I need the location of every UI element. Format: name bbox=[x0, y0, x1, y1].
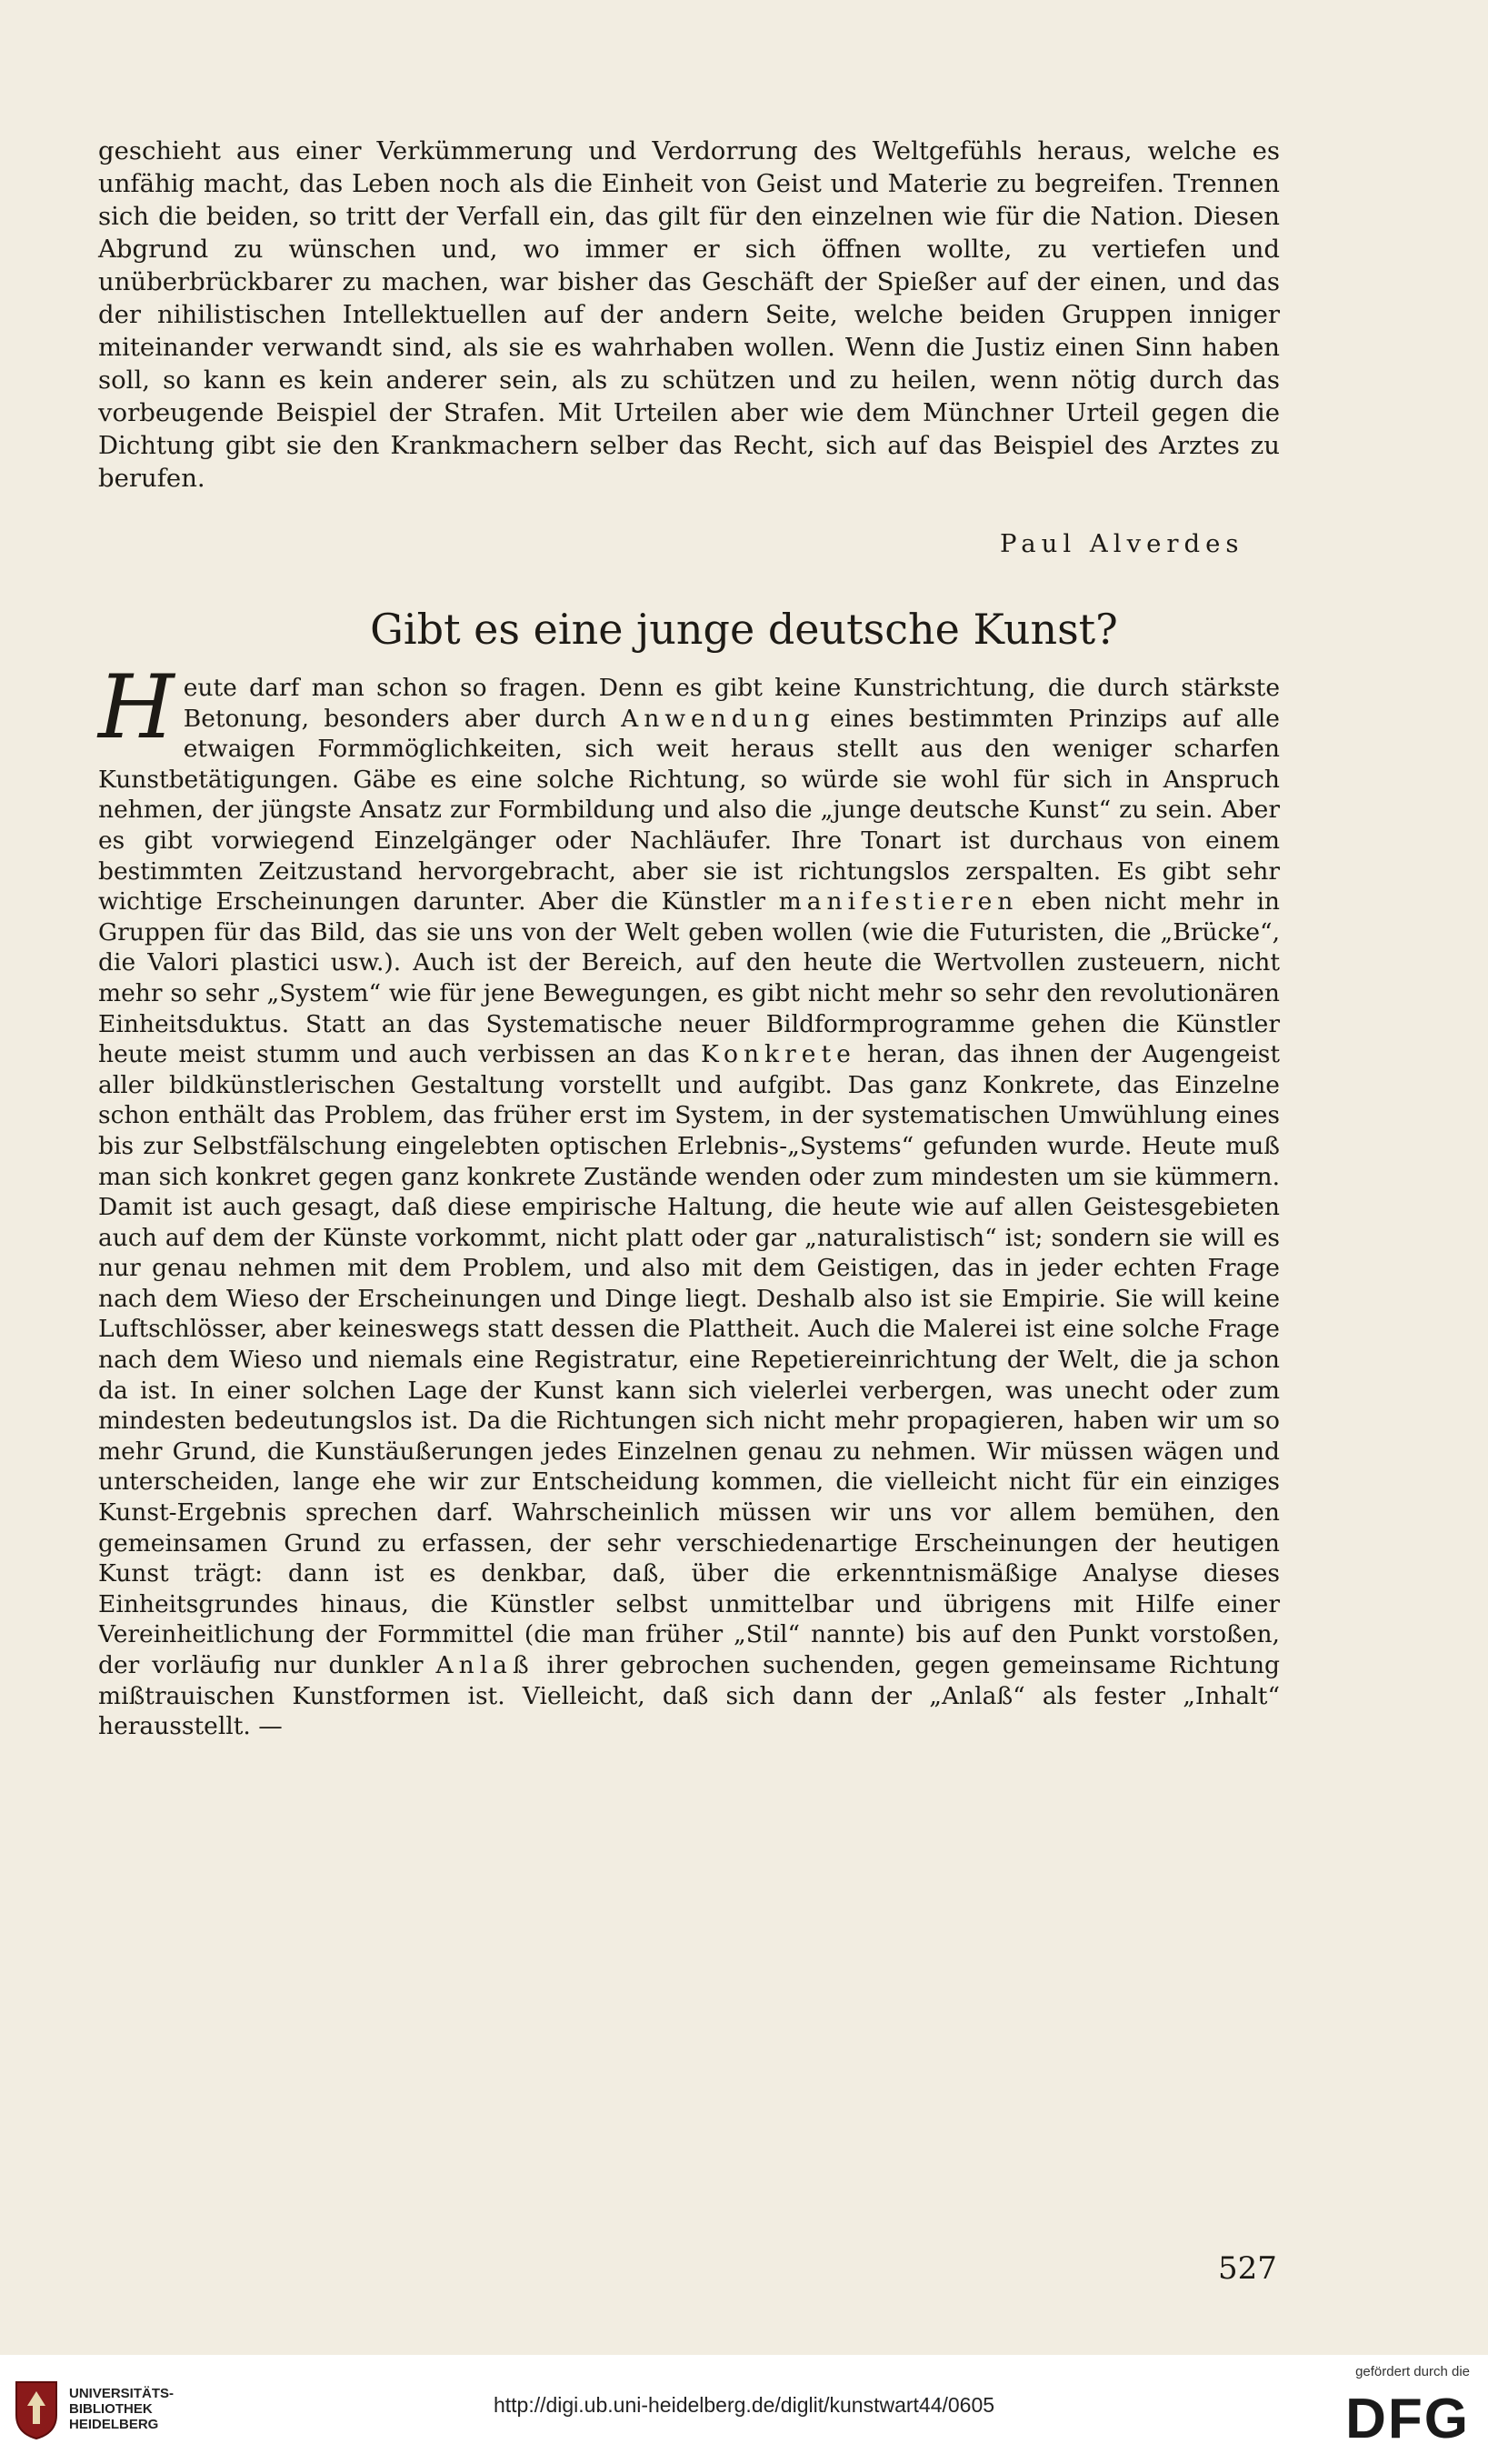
institution-line: BIBLIOTHEK bbox=[69, 2401, 153, 2417]
emphasized-word: Anwendung bbox=[621, 704, 815, 733]
body-text: ihrer gebrochen suchenden, gegen gemeinsame Richtung mißtrauischen Kunstformen ist. Vielleicht, daß sich dann der „Anlaß“ als fester „Inhalt“ herausstellt. — bbox=[98, 1651, 1280, 1741]
article-title: Gibt es eine junge deutsche Kunst? bbox=[370, 605, 1118, 654]
emphasized-word: Anlaß bbox=[435, 1651, 534, 1679]
institution-line: UNIVERSITÄTS- bbox=[69, 2386, 175, 2401]
body-text: eben nicht mehr in Gruppen für das Bild, das sie uns von der Welt geben wollen (wie die Futuristen, die „Brücke“, die Valori plastici usw.). Auch ist der Bereich, auf den heute die Wertvollen zusteuern, nicht mehr so sehr „System“ wie für jene Bewegungen, es gibt nicht mehr so sehr den revolutionären Einheitsduktus. Statt an das Systematische neuer Bildformprogramme gehen die Künstler heute meist stumm und auch verbissen an das bbox=[98, 887, 1281, 1069]
article-paragraph: geschieht aus einer Verkümmerung und Verdorrung des Weltgefühls heraus, welche es unfähig macht, das Leben noch als die Einheit von Geist und Materie zu begreifen. Trennen sich die beiden, so tritt der Verfall ein, das gilt für den einzelnen wie für die Nation. Diesen Abgrund zu wünschen und, wo immer er sich öffnen wollte, zu vertiefen und unüberbrückbarer zu machen, war bisher das Geschäft der Spießer auf der einen, und das der nihilistischen Intellektuellen auf der andern Seite, welche beiden Gruppen inniger miteinander verwandt sind, als sie es wahrhaben wollen. Wenn die Justiz einen Sinn haben soll, so kann es kein anderer sein, als zu schützen und zu heilen, wenn nötig durch das vorbeugende Beispiel der Strafen. Mit Urteilen aber wie dem Münchner Urteil gegen die Dichtung gibt sie den Krankmachern selber das Recht, sich auf das Beispiel des Arztes zu berufen. bbox=[98, 136, 1280, 493]
dfg-logo: DFG bbox=[1345, 2388, 1470, 2450]
drop-cap: H bbox=[98, 656, 175, 758]
page-number: 527 bbox=[1218, 2250, 1277, 2287]
author-signature: Paul Alverdes bbox=[1000, 529, 1244, 558]
article-body bbox=[98, 656, 1281, 1742]
body-text: eines bestimmten Prinzips auf alle etwaigen Formmöglichkeiten, sich weit heraus stellt aus den weniger scharfen Kunstbetätigungen. Gäbe es eine solche Richtung, so würde sie wohl für sich in Anspruch nehmen, der jüngste Ansatz zur Formbildung und also die „junge deutsche Kunst“ zu sein. Aber es gibt vorwiegend Einzelgänger oder Nachläufer. Ihre Tonart ist durchaus von einem bestimmten Zeitzustand hervorgebracht, aber sie ist richtungslos zerspalten. Es gibt sehr wichtige Erscheinungen darunter. Aber die Künstler bbox=[98, 704, 1280, 916]
viewer-footer bbox=[0, 2355, 1488, 2464]
emphasized-word: manifestieren bbox=[778, 887, 1019, 916]
funded-by-label: gefördert durch die bbox=[1355, 2364, 1470, 2379]
permalink-url[interactable]: http://digi.ub.uni-heidelberg.de/diglit/kunstwart44/0605 bbox=[493, 2393, 995, 2417]
body-text: eute darf man schon so fragen. Denn es gibt keine Kunstrichtung, die durch stärkste Betonung, besonders aber durch bbox=[183, 674, 1280, 733]
emphasized-word: Konkrete bbox=[700, 1040, 856, 1069]
institution-line: HEIDELBERG bbox=[69, 2417, 159, 2432]
body-text: heran, das ihnen der Augengeist aller bildkünstlerischen Gestaltung vorstellt und aufgibt. Das ganz Konkrete, das Einzelne schon enthält das Problem, das früher erst im System, in der systematischen Umwühlung eines bis zur Selbstfälschung eingelebten optischen Erlebnis-„Systems“ gefunden wurde. Heute muß man sich konkret gegen ganz konkrete Zustände wenden oder zum mindesten um sie kümmern. Damit ist auch gesagt, daß diese empirische Haltung, die heute wie auf allen Geistesgebieten auch auf dem der Künste vorkommt, nicht platt oder gar „naturalistisch“ ist; sondern sie will es nur genau nehmen mit dem Problem, und also mit dem Geistigen, das in jeder echten Frage nach dem Wieso der Erscheinungen und Dinge liegt. Deshalb also ist sie Empirie. Sie will keine Luftschlösser, aber keineswegs statt dessen die Plattheit. Auch die Malerei ist eine solche Frage nach dem Wieso und niemals eine Registratur, eine Repetiereinrichtung der Welt, die ja schon da ist. In einer solchen Lage der Kunst kann sich vielerlei verbergen, was unecht oder zum mindesten bedeutungslos ist. Da die Richtungen sich nicht mehr propagieren, haben wir um so mehr Grund, die Kunstäußerungen jedes Einzelnen genau zu nehmen. Wir müssen wägen und unterscheiden, lange ehe wir zur Entscheidung kommen, die vielleicht nicht für ein einziges Kunst-Ergebnis sprechen darf. Wahrscheinlich müssen wir uns vor allem bemühen, den gemeinsamen Grund zu erfassen, der sehr verschiedenartige Erscheinungen der heutigen Kunst trägt: dann ist es denkbar, daß, über die erkenntnismäßige Analyse dieses Einheitsgrundes hinaus, die Künstler selbst unmittelbar und übrigens mit Hilfe einer Vereinheitlichung der Formmittel (die man früher „Stil“ nannte) bis auf den Punkt vorstoßen, der vorläufig nur dunkler bbox=[98, 1040, 1280, 1679]
